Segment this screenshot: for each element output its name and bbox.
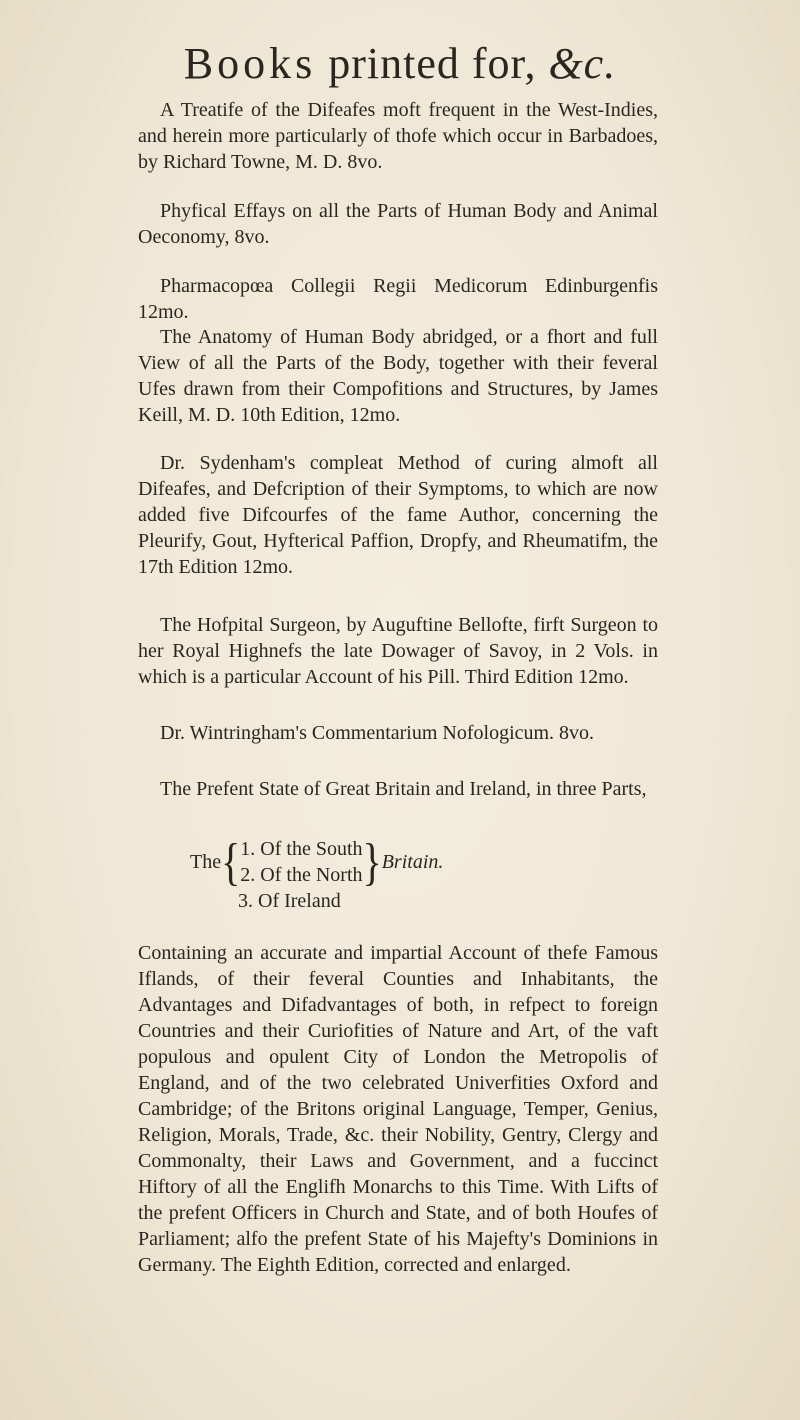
entry-hospital-surgeon [138,612,658,690]
part-ireland: 3. Of Ireland [238,890,341,912]
entry-physical-essays [138,198,658,250]
entry-text: A Treatife of the Difeafes moft frequent in the West-Indies, and herein more particularly of thofe which occur in Barbadoes, by Richard Towne, M. D. 8vo. [138,99,658,173]
entry-text: Phyfical Effays on all the Parts of Human Body and Animal Oeconomy, 8vo. [138,200,658,248]
left-brace-icon: { [221,832,241,891]
right-brace-icon: } [362,832,382,891]
parts-the: The [190,851,222,873]
header-printed-for: printed for, [328,39,537,88]
parts-list [240,836,362,888]
header-books: Books [183,39,317,88]
entry-west-indies [138,97,658,175]
entry-text: Dr. Sydenham's compleat Method of curing almoft all Difeafes, and Defcription of their Symptoms, to which are now added five Difcourfes of the fame Author, concerning the Pleurify, Gout, Hyfterical Paffion, Dropfy, and Rheumatifm, the 17th Edition 12mo. [138,452,658,578]
part-north: 2. Of the North [240,864,363,886]
entry-wintringham [138,720,658,746]
entry-present-state [138,776,658,802]
parts-britain: Britain. [381,851,444,873]
entry-text: Containing an accurate and impartial Account of thefe Famous Iflands, of their feveral Counties and Inhabitants, the Advantages and Difadvantages of both, in refpect to foreign Countries and their Curiofities of Nature and Art, of the vaft populous and opulent City of London the Metropolis of England, and of the two celebrated Univerfities Oxford and Cambridge; of the Britons original Language, Temper, Genius, Religion, Morals, Trade, &c. their Nobility, Gentry, Clergy and Commonalty, their Laws and Government, and a fuccinct Hiftory of all the Englifh Monarchs to this Time. With Lifts of the prefent Officers in Church and State, and of both Houfes of Parliament; alfo the prefent State of his Majefty's Dominions in Germany. The Eighth Edition, corrected and enlarged. [138,942,658,1276]
parts-row [190,832,550,891]
entry-anatomy [138,324,658,428]
page-header [0,38,800,89]
entry-text: Pharmacopœa Collegii Regii Medicorum Edinburgenfis 12mo. [138,275,658,323]
entry-text: The Anatomy of Human Body abridged, or a fhort and full View of all the Parts of the Body, together with their feveral Ufes drawn from their Compofitions and Structures, by James Keill, M. D. 10th Edition, 12mo. [138,326,658,426]
header-etc: &c. [548,39,617,88]
entry-present-state-body [138,940,658,1278]
entry-sydenham [138,450,658,580]
parts-table [190,832,550,914]
entry-text: The Hofpital Surgeon, by Auguftine Bellofte, firft Surgeon to her Royal Highnefs the late Dowager of Savoy, in 2 Vols. in which is a particular Account of his Pill. Third Edition 12mo. [138,614,658,688]
entry-text: Dr. Wintringham's Commentarium Nofologicum. 8vo. [160,722,595,744]
part-south: 1. Of the South [240,838,363,860]
entry-pharmacopoea [138,273,658,325]
entry-text: The Prefent State of Great Britain and Ireland, in three Parts, [160,778,647,800]
